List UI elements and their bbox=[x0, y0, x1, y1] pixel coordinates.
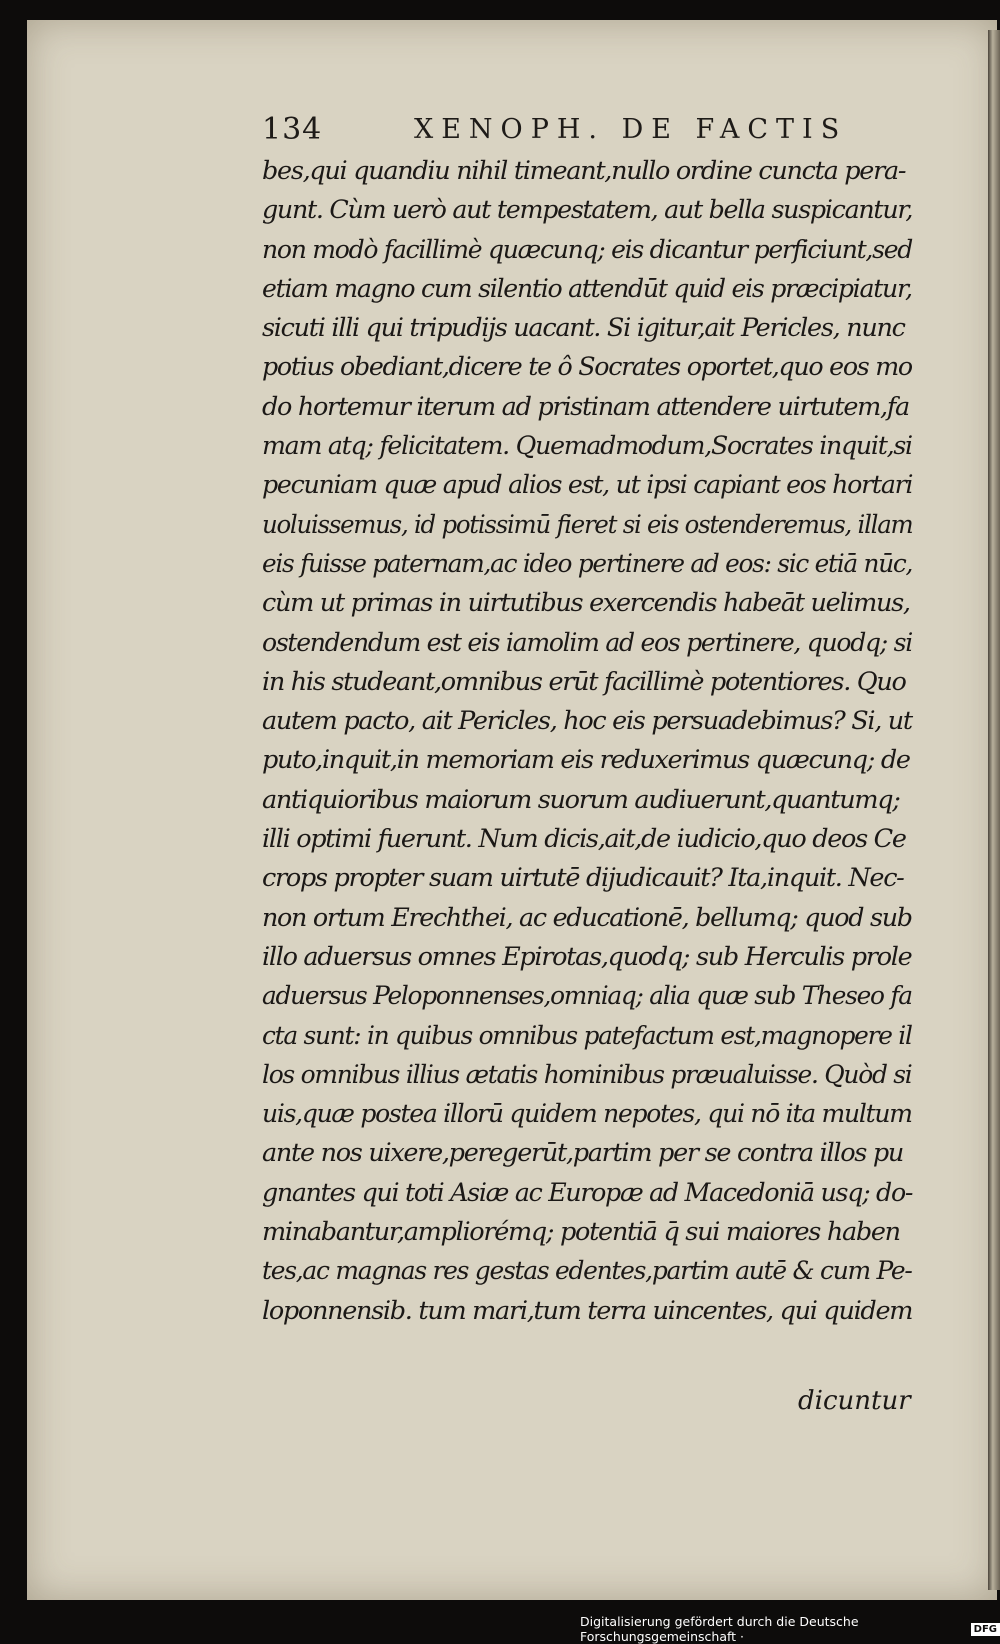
text-line: aduersus Peloponnenses,omniaq; alia quæ sub Theseo fa bbox=[262, 981, 912, 1012]
text-line: illo aduersus omnes Epirotas,quodq; sub Herculis prole bbox=[262, 941, 912, 972]
text-line: cta sunt: in quibus omnibus patefactum est,magnopere il bbox=[262, 1020, 912, 1051]
page-number: 134 bbox=[262, 112, 323, 147]
text-line: sicuti illi qui tripudijs uacant. Si igitur,ait Pericles, nunc bbox=[262, 313, 905, 344]
text-line: ostendendum est eis iamolim ad eos pertinere, quodq; si bbox=[262, 627, 912, 658]
text-line: los omnibus illius ætatis hominibus præualuisse. Quòd si bbox=[262, 1059, 912, 1090]
running-title: XENOPH. DE FACTIS bbox=[414, 114, 848, 145]
text-line: uis,quæ postea illorū quidem nepotes, qui nō ita multum bbox=[262, 1099, 912, 1130]
text-line: non ortum Erechthei, ac educationē, bellumq; quod sub bbox=[262, 902, 912, 933]
footer bbox=[580, 1614, 1000, 1644]
text-line: autem pacto, ait Pericles, hoc eis persuadebimus? Si, ut bbox=[262, 706, 912, 737]
text-line: antiquioribus maiorum suorum audiuerunt,quantumq; bbox=[262, 784, 900, 815]
page-edge bbox=[988, 30, 1000, 1590]
dfg-logo: DFG bbox=[971, 1623, 1000, 1636]
text-line: non modò facillimè quæcunq; eis dicantur perficiunt,sed bbox=[262, 234, 913, 265]
text-line: mam atq; felicitatem. Quemadmodum,Socrates inquit,si bbox=[262, 431, 912, 462]
text-line: minabantur,ampliorémq; potentiā q̄ sui maiores haben bbox=[262, 1217, 900, 1248]
text-block bbox=[262, 152, 912, 1331]
text-line: gunt. Cùm uerò aut tempestatem, aut bella suspicantur, bbox=[262, 195, 913, 226]
text-line: ante nos uixere,peregerūt,partim per se contra illos pu bbox=[262, 1138, 904, 1169]
text-line: gnantes qui toti Asiæ ac Europæ ad Macedoniā usq; do- bbox=[262, 1177, 913, 1208]
catchword: dicuntur bbox=[798, 1386, 911, 1416]
text-line: illi optimi fuerunt. Num dicis,ait,de iudicio,quo deos Ce bbox=[262, 824, 906, 855]
text-line: etiam magno cum silentio attendūt quid eis præcipiatur, bbox=[262, 273, 912, 304]
running-head bbox=[262, 112, 862, 154]
text-line: pecuniam quæ apud alios est, ut ipsi capiant eos hortari bbox=[262, 470, 913, 501]
text-line: cùm ut primas in uirtutibus exercendis habeāt uelimus, bbox=[262, 588, 910, 619]
text-line: uoluissemus, id potissimū fieret si eis ostenderemus, illam bbox=[262, 509, 913, 540]
text-line: bes,qui quandiu nihil timeant,nullo ordine cuncta pera- bbox=[262, 156, 906, 186]
text-line: loponnensib. tum mari,tum terra uincentes, qui quidem bbox=[262, 1295, 913, 1326]
text-line: puto,inquit,in memoriam eis reduxerimus quæcunq; de bbox=[262, 745, 910, 776]
text-line: tes,ac magnas res gestas edentes,partim autē & cum Pe- bbox=[262, 1256, 912, 1287]
text-line: do hortemur iterum ad pristinam attendere uirtutem,fa bbox=[262, 391, 909, 422]
text-line: potius obediant,dicere te ô Socrates oportet,quo eos mo bbox=[262, 352, 912, 383]
text-line: in his studeant,omnibus erūt facillimè potentiores. Quo bbox=[262, 666, 906, 697]
text-line: eis fuisse paternam,ac ideo pertinere ad eos: sic etiā nūc, bbox=[262, 548, 913, 579]
text-line: crops propter suam uirtutē dijudicauit? Ita,inquit. Nec- bbox=[262, 863, 904, 894]
digitization-credit: Digitalisierung gefördert durch die Deutsche Forschungsgemeinschaft · bbox=[580, 1614, 859, 1644]
